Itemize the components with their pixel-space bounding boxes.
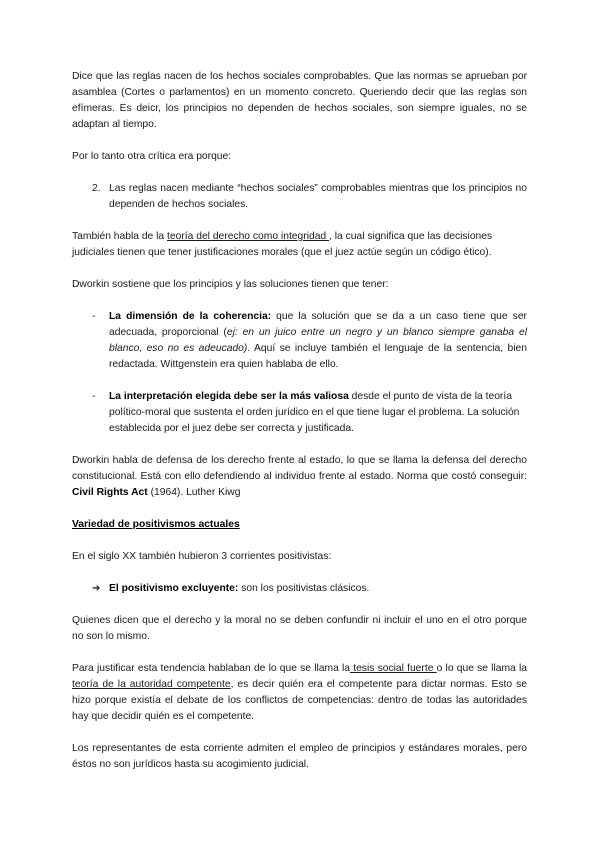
paragraph-rules-origin: Dice que las reglas nacen de los hechos sociales comprobables. Que las normas se aprueban por asamblea (Cortes o parlamentos) en un momento concreto. Queriendo decir que las reglas son efímeras. Es deicr, los principios no dependen de hechos sociales, son siempre iguales, no se adaptan al tiempo.: [72, 71, 527, 130]
text-segment: son los positivistas clásicos.: [238, 583, 370, 594]
bullet-marker: -: [92, 391, 96, 402]
document-body: [72, 69, 527, 773]
bullet-marker: -: [92, 311, 96, 322]
section-heading: [72, 517, 527, 533]
paragraph-critique-intro: Por lo tanto otra crítica era porque:: [72, 151, 232, 162]
item-number: 2.: [92, 183, 101, 194]
arrow-icon: ➔: [92, 583, 101, 594]
heading-text: Variedad de positivismos actuales: [72, 519, 240, 530]
text-segment: También habla de la: [72, 231, 168, 242]
numbered-item-2: [92, 181, 527, 213]
text-segment: , la cual significa que las decisiones judiciales tienen que tener justificaciones morales (que el juez actúe según un código ético).: [72, 231, 493, 258]
text-segment: . Aquí se incluye también el lenguaje de la sentencia, bien redactada. Wittgenstein era quien hablaba de ello.: [109, 343, 527, 370]
arrow-item-exclusive-positivism: [92, 581, 527, 597]
text-segment: Para justificar esta tendencia hablaban de lo que se llama la: [72, 663, 351, 674]
item-text: Las reglas nacen mediante “hechos sociales” comprobables mientras que los principios no dependen de hechos sociales.: [109, 183, 527, 210]
paragraph-integrity-theory: [72, 229, 527, 261]
paragraph-dworkin-defense: [72, 453, 527, 501]
bold-term: La dimensión de la coherencia:: [109, 311, 272, 322]
bold-term: La interpretación elegida debe ser la más valiosa: [109, 391, 349, 402]
underlined-term: tesis social fuerte: [350, 663, 437, 674]
bold-term: Civil Rights Act: [72, 487, 148, 498]
text-segment: desde el punto de vista de la teoría político-moral que sustenta el orden jurídico en el que tiene lugar el problema. La solución establecida por el juez debe ser correcta y justificada.: [109, 391, 520, 434]
paragraph-dworkin-principles: Dworkin sostiene que los principios y las soluciones tienen que tener:: [72, 279, 389, 290]
text-segment: , es decir quién era el competente para dictar normas. Esto se hizo porque existía el debate de los conflictos de competencias: dentro de todas las autoridades hay que decidir quién es el competente.: [72, 679, 527, 722]
underlined-term: teoría de la autoridad competente: [72, 679, 231, 690]
bullet-interpretation: [92, 389, 527, 437]
text-segment: (1964). Luther Kiwg: [147, 487, 241, 498]
text-segment: o lo que se llama la: [436, 663, 527, 674]
text-segment: Dworkin habla de defensa de los derecho frente al estado, lo que se llama la defensa del derecho constitucional. Está con ello defendiendo al individuo frente al estado. Norma que costó conseguir:: [72, 455, 527, 482]
paragraph-xx-century: En el siglo XX también hubieron 3 corrientes positivistas:: [72, 551, 332, 562]
bullet-text: [109, 389, 527, 437]
text-segment: que la solución que se da a un caso tiene que ser adecuada, proporcional (: [109, 311, 527, 338]
italic-example: ej: en un juico entre un negro y un blanco siempre ganaba el blanco, eso no es adeucado): [109, 327, 527, 354]
paragraph-justification: [72, 661, 527, 725]
paragraph-law-morality: Quienes dicen que el derecho y la moral no se deben confundir ni incluir el uno en el otro porque no son lo mismo.: [72, 615, 527, 642]
bullet-text: [109, 309, 527, 373]
paragraph-representatives: Los representantes de esta corriente admiten el empleo de principios y estándares morales, pero éstos no son jurídicos hasta su acogimiento judicial.: [72, 743, 527, 770]
bold-term: El positivismo excluyente:: [109, 583, 239, 594]
underlined-term: teoría del derecho como integridad: [167, 231, 330, 242]
arrow-item-text: [109, 581, 527, 597]
bullet-coherence: [92, 309, 527, 373]
